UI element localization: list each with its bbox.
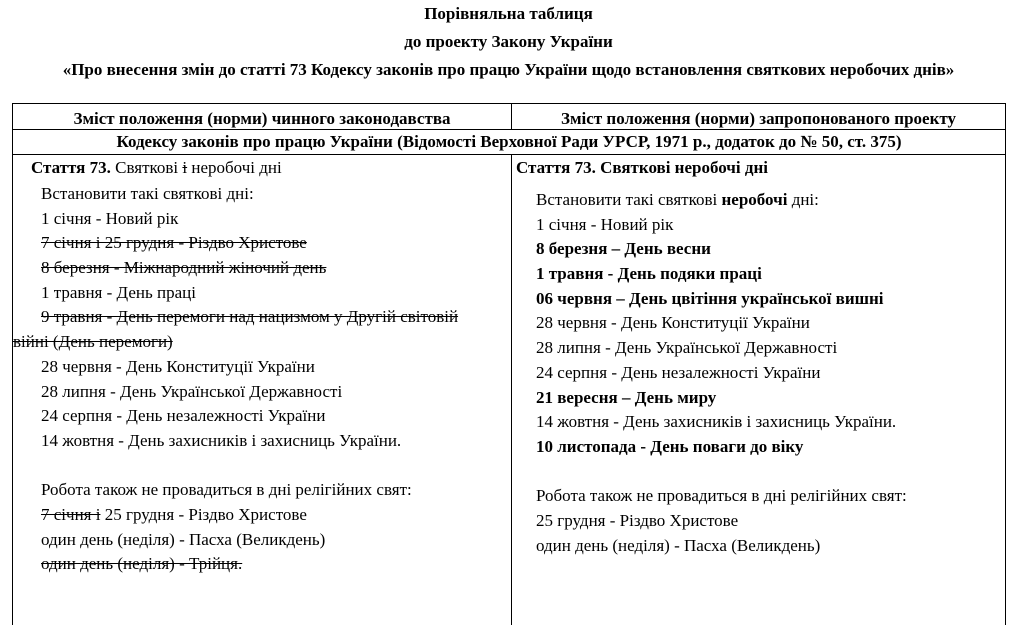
- list-item-added: 06 червня – День цвітіння української вишні: [512, 287, 1005, 312]
- list-item: 7 січня і 25 грудня - Різдво Христове: [13, 503, 511, 528]
- list-item: 28 липня - День Української Державності: [13, 380, 511, 405]
- list-item: 1 травня - День праці: [13, 281, 511, 306]
- list-item: Робота також не провадиться в дні релігійних свят:: [13, 478, 511, 503]
- list-item-deleted: 8 березня - Міжнародний жіночий день: [13, 256, 511, 281]
- doc-title: Порівняльна таблиця: [0, 4, 1017, 24]
- list-item-deleted: 7 січня і 25 грудня - Різдво Христове: [13, 231, 511, 256]
- list-item: 28 червня - День Конституції України: [512, 311, 1005, 336]
- list-item: Робота також не провадиться в дні релігійних свят:: [512, 484, 1005, 509]
- list-item: 1 січня - Новий рік: [13, 207, 511, 232]
- list-item: 24 серпня - День незалежності України: [13, 404, 511, 429]
- list-item-added: 10 листопада - День поваги до віку: [512, 435, 1005, 460]
- list-item: один день (неділя) - Пасха (Великдень): [512, 534, 1005, 559]
- list-item-added: 8 березня – День весни: [512, 237, 1005, 262]
- proposed-law-cell: [512, 155, 1006, 625]
- list-item: 25 грудня - Різдво Христове: [512, 509, 1005, 534]
- list-item-deleted: один день (неділя) - Трійця.: [13, 552, 511, 577]
- list-item: один день (неділя) - Пасха (Великдень): [13, 528, 511, 553]
- list-item-added: 1 травня - День подяки праці: [512, 262, 1005, 287]
- doc-subtitle: до проекту Закону України: [0, 32, 1017, 52]
- code-title-row: Кодексу законів про працю України (Відомості Верховної Ради УРСР, 1971 р., додаток до № 50, ст. 375): [13, 130, 1006, 155]
- comparison-table: [12, 103, 1006, 625]
- law-name: «Про внесення змін до статті 73 Кодексу законів про працю України щодо встановлення святкових неробочих днів»: [10, 60, 1007, 79]
- list-item: 28 липня - День Української Державності: [512, 336, 1005, 361]
- list-item: 14 жовтня - День захисників і захисниць України.: [512, 410, 1005, 435]
- article-heading: Стаття 73. Святкові неробочі дні: [516, 158, 1005, 182]
- list-item: Встановити такі святкові неробочі дні:: [512, 188, 1005, 213]
- list-item: 24 серпня - День незалежності України: [512, 361, 1005, 386]
- current-law-cell: [13, 155, 512, 625]
- list-item: Встановити такі святкові дні:: [13, 182, 511, 207]
- list-item: 14 жовтня - День захисників і захисниць України.: [13, 429, 511, 454]
- header-current-law: Зміст положення (норми) чинного законодавства: [13, 104, 512, 130]
- header-proposed-law: Зміст положення (норми) запропонованого проекту: [512, 104, 1006, 130]
- list-item: 1 січня - Новий рік: [512, 213, 1005, 238]
- article-heading: Стаття 73. Святкові і неробочі дні: [31, 158, 511, 182]
- list-item-added: 21 вересня – День миру: [512, 386, 1005, 411]
- list-item: 28 червня - День Конституції України: [13, 355, 511, 380]
- list-item-deleted: 9 травня - День перемоги над нацизмом у Другій світовій: [13, 305, 511, 330]
- list-item-deleted: війні (День перемоги): [13, 330, 511, 355]
